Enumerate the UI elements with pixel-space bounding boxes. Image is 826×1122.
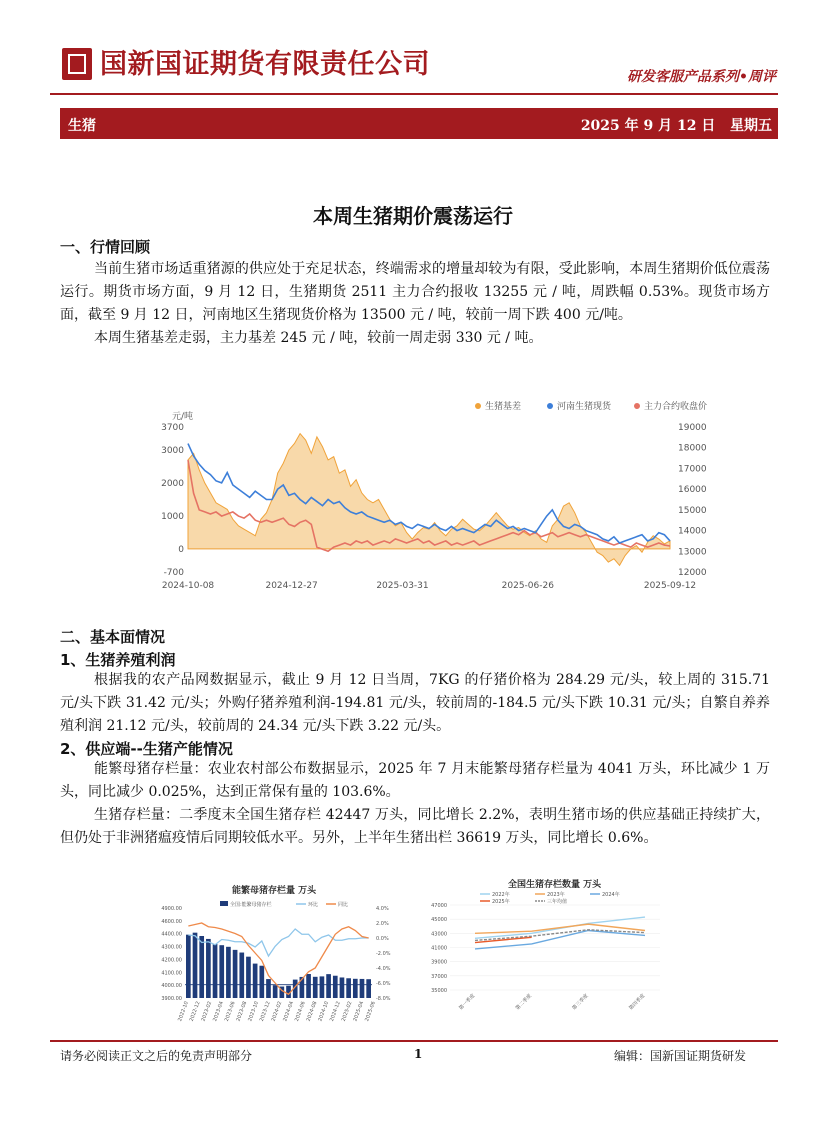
legend-label: 2025年 xyxy=(492,899,510,905)
chart3-title: 全国生猪存栏数量 万头 xyxy=(508,880,602,890)
sow-bar xyxy=(193,933,198,998)
review-text xyxy=(60,258,770,350)
sow-bar xyxy=(246,957,251,998)
x-tick-label: 2024-12-27 xyxy=(265,581,318,591)
y-tick-label: 4100.00 xyxy=(161,970,182,977)
y-tick-label: 4300.00 xyxy=(161,944,182,951)
company-name: 国新国证期货有限责任公司 xyxy=(100,49,430,80)
x-tick-label: 2024-04 xyxy=(282,1000,296,1023)
review-paragraph-2: 本周生猪基差走弱，主力基差 245 元 / 吨，较前一周走弱 330 元 / 吨。 xyxy=(94,330,543,346)
page-number: 1 xyxy=(414,1047,423,1061)
x-tick-label: 2025-04 xyxy=(352,1000,366,1023)
series-line xyxy=(475,930,645,941)
report-title: 本周生猪期价震荡运行 xyxy=(313,204,513,228)
left-axis-unit: 元/吨 xyxy=(172,412,194,422)
y-tick-label: 37000 xyxy=(431,973,447,980)
y2-tick-label: -6.0% xyxy=(376,981,391,987)
legend-label: 河南生猪现货 xyxy=(557,402,612,412)
x-tick-label: 2022-10 xyxy=(177,1000,190,1023)
section-heading-review: 一、行情回顾 xyxy=(60,238,151,256)
x-tick-label: 第一季度 xyxy=(458,993,477,1012)
sow-paragraph: 能繁母猪存栏量：农业农村部公布数据显示，2025 年 7 月末能繁母猪存栏量为 4041 万头，环比减少 1 万头，同比减少 0.025%，达到正常保有量的 103.6%。 xyxy=(60,761,770,800)
sow-bar xyxy=(360,979,365,998)
profit-paragraph: 根据我的农产品网数据显示，截止 9 月 12 日当周，7KG 的仔猪价格为 284.29 元/头，较上周的 315.71 元/头下跌 31.42 元/头；外购仔猪养殖利润-194.81 元/头，较前周的-184.5 元/头下跌 10.31 元/头；自繁自养养殖利润 21.12 元/头，较前周的 24.34 元/头下跌 3.22 元/头。 xyxy=(60,672,770,734)
legend-marker xyxy=(475,403,481,409)
chart2-title: 能繁母猪存栏量 万头 xyxy=(232,886,317,896)
disclaimer-note: 请务必阅读正文之后的免责声明部分 xyxy=(60,1049,253,1063)
chart1-plot xyxy=(188,434,670,566)
footer-divider xyxy=(50,1040,778,1042)
category-label: 生猪 xyxy=(68,118,96,134)
sow-bar xyxy=(353,979,358,998)
y2-tick-label: -4.0% xyxy=(376,966,391,972)
legend-label: 2023年 xyxy=(547,892,565,898)
subheading-capacity: 2、供应端--生猪产能情况 xyxy=(60,740,233,758)
sow-bar xyxy=(219,945,224,998)
y2-tick-label: 0.0% xyxy=(376,936,389,942)
basis-price-chart xyxy=(150,392,740,600)
left-tick-label: 0 xyxy=(178,544,184,555)
y2-tick-label: 2.0% xyxy=(376,921,389,927)
chart1-legend xyxy=(475,400,707,412)
y-tick-label: 43000 xyxy=(431,931,447,938)
x-tick-label: 2024-08 xyxy=(305,1000,319,1023)
sow-bar xyxy=(253,964,258,998)
right-tick-label: 16000 xyxy=(678,485,707,496)
right-tick-label: 13000 xyxy=(678,547,707,558)
sow-bar xyxy=(213,944,218,998)
x-tick-label: 2024-12 xyxy=(329,1000,342,1023)
y2-tick-label: 4.0% xyxy=(376,906,389,912)
x-tick-label: 第四季度 xyxy=(628,993,647,1012)
company-logo xyxy=(62,48,92,80)
legend-label: 主力合约收盘价 xyxy=(644,402,708,412)
y-tick-label: 4600.00 xyxy=(161,918,182,925)
left-tick-label: 3000 xyxy=(161,446,184,457)
report-series: 研发客服产品系列•周评 xyxy=(627,69,776,85)
sow-bar xyxy=(313,977,318,998)
legend-label: 环比 xyxy=(308,902,319,908)
left-tick-label: 2000 xyxy=(161,479,184,490)
sow-bar xyxy=(346,978,351,998)
header-bar xyxy=(60,108,778,139)
sow-bar xyxy=(340,977,345,998)
sow-bar xyxy=(259,966,264,998)
x-tick-label: 2025-06-26 xyxy=(501,581,554,591)
hog-inventory-chart xyxy=(420,872,670,1030)
y-tick-label: 3900.00 xyxy=(161,996,182,1002)
y-tick-label: 4400.00 xyxy=(161,931,182,938)
right-tick-label: 15000 xyxy=(678,505,707,516)
header-divider xyxy=(50,93,778,95)
chart1-axes xyxy=(161,410,707,591)
y2-tick-label: -2.0% xyxy=(376,951,391,957)
right-tick-label: 19000 xyxy=(678,423,707,433)
legend-label: 生猪基差 xyxy=(485,402,522,412)
x-tick-label: 2025-02 xyxy=(340,1000,354,1023)
capacity-text xyxy=(60,758,770,850)
sow-bar xyxy=(333,976,338,998)
x-tick-label: 2023-10 xyxy=(247,1000,261,1023)
sow-bar xyxy=(226,947,231,998)
sow-bar xyxy=(199,936,204,998)
x-tick-label: 第三季度 xyxy=(571,993,590,1012)
review-paragraph-1: 当前生猪市场适重猪源的供应处于充足状态，终端需求的增量却较为有限，受此影响，本周生猪期价低位震荡运行。期货市场方面，9 月 12 日，生猪期货 2511 主力合约报收 13255 元 / 吨，周跌幅 0.53%。现货市场方面，截至 9 月 12 日，河南地区生猪现货价格为 13500 元 / 吨，较前一周下跌 400 元/吨。 xyxy=(60,261,770,323)
y-tick-label: 35000 xyxy=(431,988,447,994)
sow-bar xyxy=(239,953,244,998)
x-tick-label: 2023-02 xyxy=(200,1000,214,1023)
y-tick-label: 45000 xyxy=(431,917,447,924)
legend-label: 同比 xyxy=(338,902,349,908)
x-tick-label: 第二季度 xyxy=(514,993,534,1012)
chart2-content xyxy=(161,884,390,1022)
left-tick-label: 1000 xyxy=(161,511,184,522)
x-tick-label: 2024-10-08 xyxy=(161,581,215,591)
legend-label: 2024年 xyxy=(602,892,620,898)
right-tick-label: 18000 xyxy=(678,443,707,454)
legend-marker xyxy=(634,403,640,409)
legend-marker xyxy=(220,901,228,906)
profit-text xyxy=(60,669,770,738)
left-tick-label: -700 xyxy=(163,568,184,578)
x-tick-label: 2024-06 xyxy=(293,1000,307,1023)
section-heading-fundamental: 二、基本面情况 xyxy=(60,628,166,646)
x-tick-label: 2023-12 xyxy=(258,1000,272,1023)
x-tick-label: 2025-06 xyxy=(364,1000,377,1023)
y2-tick-label: -8.0% xyxy=(376,996,391,1002)
sow-bar xyxy=(273,985,278,998)
right-tick-label: 12000 xyxy=(678,568,707,578)
report-date: 2025 年 9 月 12 日 星期五 xyxy=(580,118,772,134)
x-tick-label: 2023-08 xyxy=(235,1000,249,1023)
legend-label: 2022年 xyxy=(492,892,510,898)
left-tick-label: 3700 xyxy=(161,423,184,433)
y-tick-label: 4200.00 xyxy=(161,957,182,964)
x-tick-label: 2023-06 xyxy=(223,1000,237,1023)
sow-bar xyxy=(266,979,271,998)
sow-inventory-chart xyxy=(150,880,395,1030)
x-tick-label: 2024-10 xyxy=(317,1000,331,1023)
legend-marker xyxy=(547,403,553,409)
legend-label: 全国:能繁母猪存栏 xyxy=(230,902,272,908)
legend-label: 三年均值 xyxy=(547,899,568,905)
right-tick-label: 17000 xyxy=(678,464,707,475)
subheading-profit: 1、生猪养殖利润 xyxy=(60,651,176,669)
editor-note: 编辑：国新国证期货研发 xyxy=(613,1049,746,1063)
sow-bar xyxy=(320,976,325,998)
inventory-paragraph: 生猪存栏量：二季度末全国生猪存栏 42447 万头，同比增长 2.2%，表明生猪市场的供应基础正持续扩大，但仍处于非洲猪瘟疫情后同期较低水平。另外，上半年生猪出栏 36619 万头，同比增长 0.6%。 xyxy=(60,807,770,846)
sow-bar xyxy=(206,939,211,998)
x-tick-label: 2024-02 xyxy=(270,1000,284,1023)
x-tick-label: 2025-09-12 xyxy=(643,581,697,591)
x-tick-label: 2022-12 xyxy=(188,1000,202,1023)
sow-bar xyxy=(306,974,311,998)
y-tick-label: 47000 xyxy=(431,903,447,909)
x-tick-label: 2023-04 xyxy=(212,1000,225,1023)
y-tick-label: 4900.00 xyxy=(161,906,182,912)
sow-bar xyxy=(233,950,238,998)
chart3-content xyxy=(431,878,660,1012)
x-tick-label: 2025-03-31 xyxy=(376,581,429,591)
sow-bar xyxy=(186,935,191,998)
sow-bar xyxy=(326,974,331,998)
right-tick-label: 14000 xyxy=(678,526,707,537)
basis-series-area xyxy=(188,434,670,566)
y-tick-label: 4000.00 xyxy=(161,983,182,990)
y-tick-label: 41000 xyxy=(431,945,447,952)
y-tick-label: 39000 xyxy=(431,959,447,966)
sow-bar xyxy=(366,979,371,998)
